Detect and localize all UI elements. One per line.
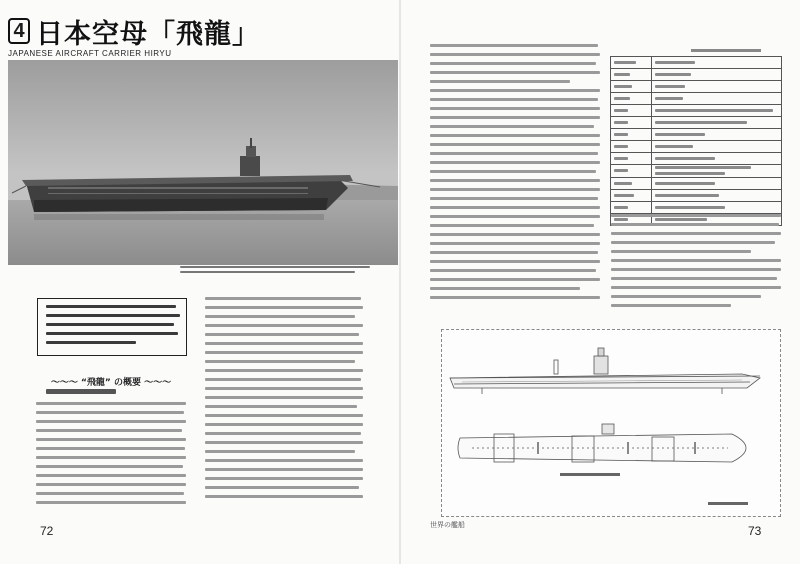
spec-row <box>611 117 782 129</box>
spec-table-title <box>670 47 782 54</box>
drawing-caption <box>560 471 620 478</box>
article-subtitle-english: JAPANESE AIRCRAFT CARRIER HIRYU <box>8 49 172 58</box>
body-text-right-page-column2 <box>611 214 781 313</box>
carrier-profile-drawing <box>441 329 781 517</box>
intro-text <box>46 305 178 344</box>
spec-row <box>611 129 782 141</box>
spec-row <box>611 69 782 81</box>
spec-row <box>611 105 782 117</box>
subsection-heading <box>46 389 116 394</box>
intro-box <box>37 298 187 356</box>
spec-row <box>611 178 782 190</box>
drawing-credit <box>708 500 748 507</box>
spec-row <box>611 81 782 93</box>
running-footer: 世界の艦船 <box>430 521 465 529</box>
spec-table <box>610 56 782 226</box>
spec-row <box>611 141 782 153</box>
spec-row <box>611 190 782 202</box>
article-number-badge: 4 <box>8 18 30 44</box>
carrier-photograph <box>8 60 398 265</box>
article-title-text: 日本空母「飛龍」 <box>36 18 260 50</box>
body-text-left-column <box>36 402 186 510</box>
left-page <box>0 0 399 564</box>
page-number-right: 73 <box>748 524 762 538</box>
body-text-right-column <box>205 297 363 504</box>
spec-row <box>611 202 782 214</box>
body-text-right-page-column1 <box>430 44 600 305</box>
article-title <box>8 14 260 48</box>
page-number-left: 72 <box>40 524 54 538</box>
spec-row <box>611 57 782 69</box>
section-heading: 〜〜〜 “飛龍” の概要 〜〜〜 <box>50 378 172 388</box>
spec-row <box>611 93 782 105</box>
photo-caption <box>180 266 372 276</box>
spec-row <box>611 153 782 165</box>
spec-row <box>611 165 782 178</box>
